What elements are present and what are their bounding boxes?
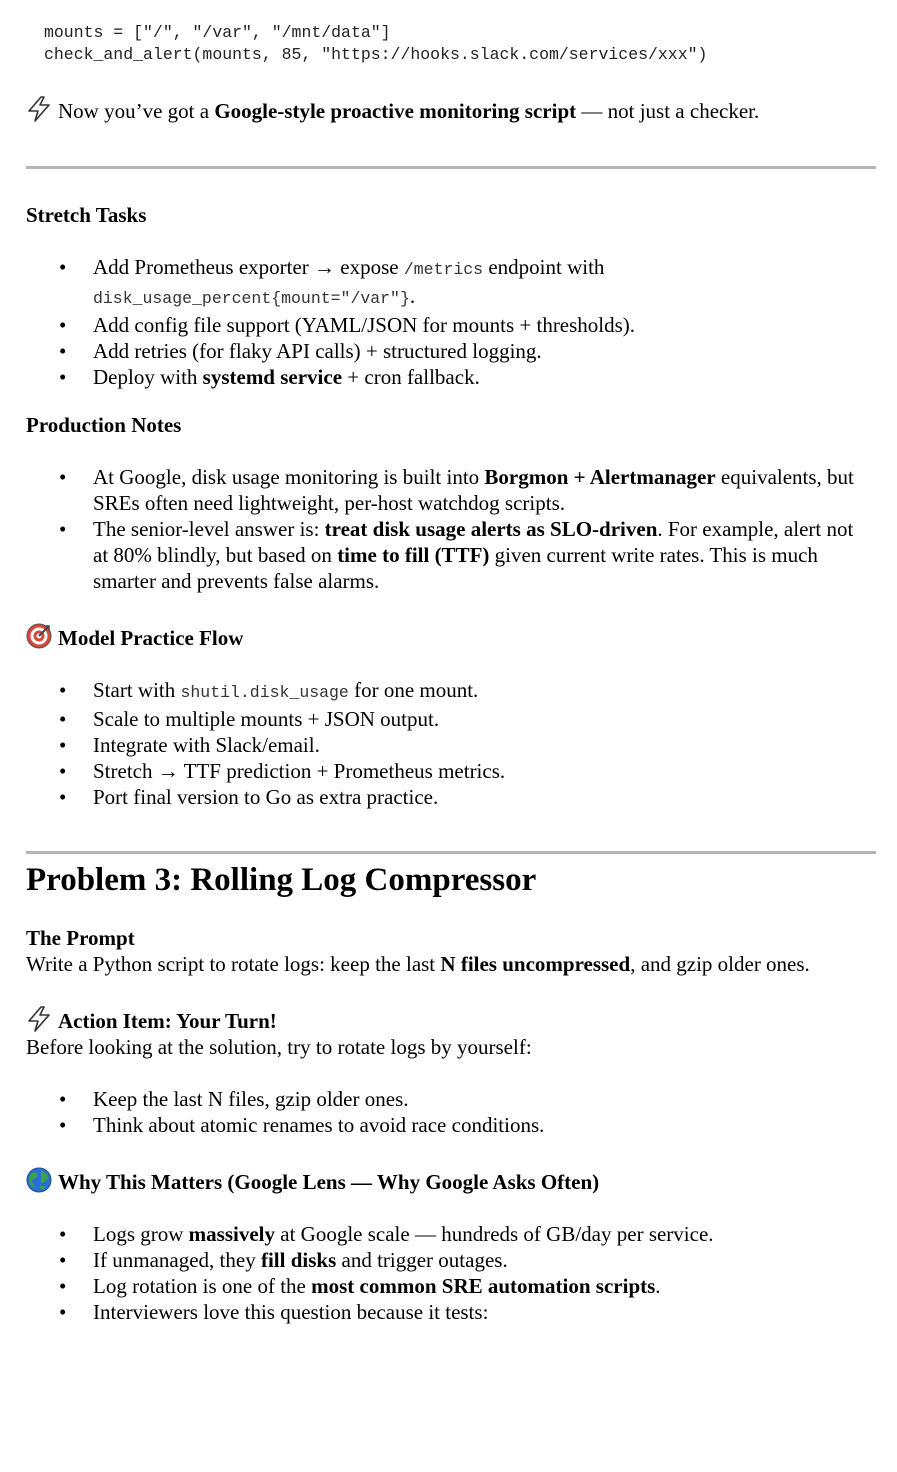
list-item: • At Google, disk usage monitoring is built into Borgmon + Alertmanager equivalents, but SREs often need lightweight, per-host watchdog scripts. (26, 464, 866, 516)
list-item: • Logs grow massively at Google scale — hundreds of GB/day per service. (26, 1221, 866, 1247)
stretch-tasks-heading: Stretch Tasks (26, 203, 147, 227)
prompt-heading: The Prompt (26, 926, 135, 950)
code-snippet (44, 22, 707, 66)
action-item-text: Before looking at the solution, try to rotate logs by yourself: (26, 1035, 532, 1059)
production-notes-list (26, 464, 866, 594)
lightning-bolt-icon (26, 96, 52, 128)
practice-flow-list (26, 677, 866, 810)
list-item: • Integrate with Slack/email. (26, 732, 866, 758)
bullseye-target-icon (26, 623, 52, 655)
globe-icon (26, 1167, 52, 1199)
list-item: • Deploy with systemd service + cron fallback. (26, 364, 866, 390)
code-line: check_and_alert(mounts, 85, "https://hooks.slack.com/services/xxx") (44, 45, 708, 64)
prompt-text: Write a Python script to rotate logs: keep the last N files uncompressed, and gzip older ones. (26, 952, 810, 976)
list-item: • Start with shutil.disk_usage for one mount. (26, 677, 866, 706)
section-divider (26, 851, 876, 854)
list-item: • Log rotation is one of the most common SRE automation scripts. (26, 1273, 866, 1299)
list-item: • Stretch → TTF prediction + Prometheus metrics. (26, 758, 866, 784)
list-item: • Port final version to Go as extra practice. (26, 784, 866, 810)
action-item-heading: Action Item: Your Turn! (26, 1006, 277, 1038)
list-item: • Add Prometheus exporter → expose /metrics endpoint with disk_usage_percent{mount="/var"}. (26, 254, 866, 312)
why-matters-heading: Why This Matters (Google Lens — Why Google Asks Often) (26, 1167, 599, 1199)
code-line: mounts = ["/", "/var", "/mnt/data"] (44, 23, 391, 42)
list-item: • Think about atomic renames to avoid race conditions. (26, 1112, 866, 1138)
list-item: • The senior-level answer is: treat disk usage alerts as SLO-driven. For example, alert not at 80% blindly, but based on time to fill (TTF) given current write rates. This is much smarter and prevents false alarms. (26, 516, 866, 594)
model-practice-heading: Model Practice Flow (26, 623, 243, 655)
list-item: • Add config file support (YAML/JSON for mounts + thresholds). (26, 312, 866, 338)
list-item: • Interviewers love this question because it tests: (26, 1299, 866, 1325)
list-item: • Keep the last N files, gzip older ones. (26, 1086, 866, 1112)
stretch-tasks-list (26, 254, 866, 390)
list-item: • If unmanaged, they fill disks and trigger outages. (26, 1247, 866, 1273)
list-item: • Scale to multiple mounts + JSON output. (26, 706, 866, 732)
action-item-list (26, 1086, 866, 1138)
section-divider (26, 166, 876, 169)
production-notes-heading: Production Notes (26, 413, 182, 437)
problem-title: Problem 3: Rolling Log Compressor (26, 862, 537, 898)
list-item: • Add retries (for flaky API calls) + structured logging. (26, 338, 866, 364)
summary-paragraph: Now you’ve got a Google-style proactive monitoring script — not just a checker. (26, 96, 759, 128)
why-matters-list (26, 1221, 866, 1325)
